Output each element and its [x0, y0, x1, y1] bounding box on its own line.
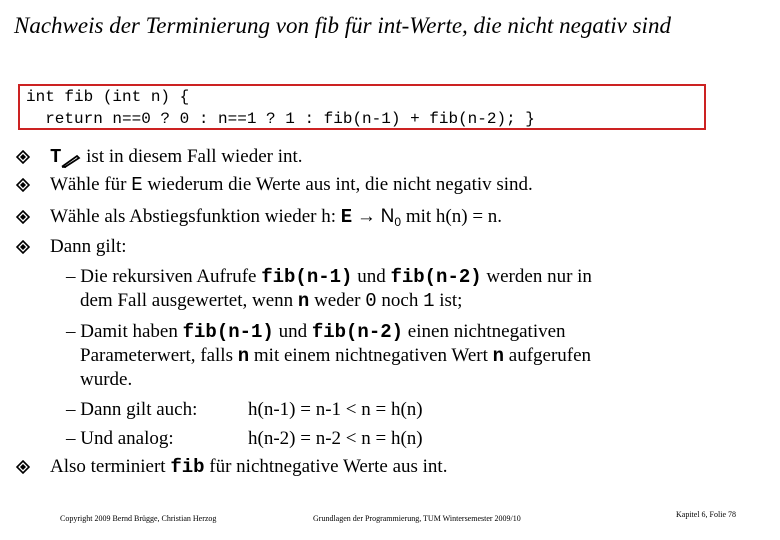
subitem-3-label: – Dann gilt auch: — [66, 399, 198, 420]
diamond-bullet-icon — [16, 178, 30, 192]
naturals-symbol: N — [380, 206, 395, 227]
subitem-1-text-c: werden nur in — [481, 266, 592, 287]
pencil-icon — [61, 152, 81, 166]
diamond-bullet-icon — [16, 210, 30, 224]
bullet-2 — [50, 174, 533, 196]
bullet-2-text-a: Wähle für — [50, 174, 132, 195]
subitem-2-cont-text-a: Parameterwert, falls — [80, 345, 238, 366]
code-0: 0 — [365, 290, 377, 312]
subitem-1-cont-text-c: noch — [376, 290, 424, 311]
subitem-2-continuation — [80, 345, 591, 367]
bullet-2-text-b: wiederum die Werte aus int, die nicht negativ sind. — [142, 174, 533, 195]
subitem-4-formula: h(n-2) = n-2 < n = h(n) — [248, 428, 423, 449]
code-E: E — [340, 206, 353, 228]
subitem-1-cont-text-a: dem Fall ausgewertet, wenn — [80, 290, 298, 311]
code-E: E — [131, 174, 143, 196]
bullet-5 — [50, 456, 447, 478]
subitem-3 — [66, 399, 423, 421]
code-block — [18, 84, 706, 130]
code-line-2: return n==0 ? 0 : n==1 ? 1 : fib(n-1) + fib(n-2); } — [26, 110, 535, 128]
subitem-3-formula: h(n-1) = n-1 < n = h(n) — [248, 399, 423, 420]
code-fib-n-1: fib(n-1) — [261, 266, 353, 288]
subitem-2-text-c: einen nichtnegativen — [403, 321, 566, 342]
subitem-4-label: – Und analog: — [66, 428, 174, 449]
subitem-2-continuation-2: wurde. — [80, 369, 133, 390]
subitem-1-continuation — [80, 290, 462, 312]
bullet-5-text-b: für nichtnegative Werte aus int. — [204, 456, 448, 477]
subitem-2-text-b: und — [273, 321, 312, 342]
diamond-bullet-icon — [16, 460, 30, 474]
subitem-1-cont-text-d: ist; — [434, 290, 463, 311]
subitem-2-text-a: – Damit haben — [66, 321, 183, 342]
naturals-subscript: 0 — [394, 215, 402, 229]
subitem-2-cont-text-c: aufgerufen — [504, 345, 592, 366]
code-fib-n-2: fib(n-2) — [311, 321, 404, 343]
footer-copyright: Copyright 2009 Bernd Brügge, Christian Herzog — [60, 514, 217, 523]
code-n: n — [237, 345, 250, 367]
bullet-3-text-b: mit h(n) = n. — [401, 206, 503, 227]
subitem-1 — [66, 266, 592, 288]
code-n: n — [297, 290, 310, 312]
diamond-bullet-icon — [16, 240, 30, 254]
subitem-1-cont-text-b: weder — [309, 290, 366, 311]
diamond-bullet-icon — [16, 150, 30, 164]
slide-title: Nachweis der Terminierung von fib für int-Werte, die nicht negativ sind — [14, 13, 671, 38]
subitem-2-cont-text-b: mit einem nichtnegativen Wert — [249, 345, 493, 366]
code-n: n — [492, 345, 505, 367]
code-fib: fib — [170, 456, 205, 478]
code-line-1: int fib (int n) { — [26, 88, 190, 106]
footer-course: Grundlagen der Programmierung, TUM Wintersemester 2009/10 — [313, 514, 521, 523]
code-1: 1 — [423, 290, 435, 312]
subitem-2 — [66, 321, 566, 343]
type-symbol: T — [50, 146, 62, 168]
bullet-3-text-a: Wähle als Abstiegsfunktion wieder h: — [50, 206, 341, 227]
bullet-1 — [50, 146, 303, 168]
bullet-5-text-a: Also terminiert — [50, 456, 171, 477]
bullet-4: Dann gilt: — [50, 236, 127, 257]
arrow-symbol: → — [356, 206, 376, 227]
subitem-1-text-a: – Die rekursiven Aufrufe — [66, 266, 262, 287]
subitem-1-text-b: und — [352, 266, 391, 287]
bullet-1-text: ist in diesem Fall wieder int. — [81, 146, 303, 167]
code-fib-n-1: fib(n-1) — [182, 321, 274, 343]
bullet-3 — [50, 206, 502, 233]
subitem-4 — [66, 428, 423, 450]
code-fib-n-2: fib(n-2) — [390, 266, 482, 288]
footer-slide-number: Kapitel 6, Folie 78 — [676, 510, 736, 519]
